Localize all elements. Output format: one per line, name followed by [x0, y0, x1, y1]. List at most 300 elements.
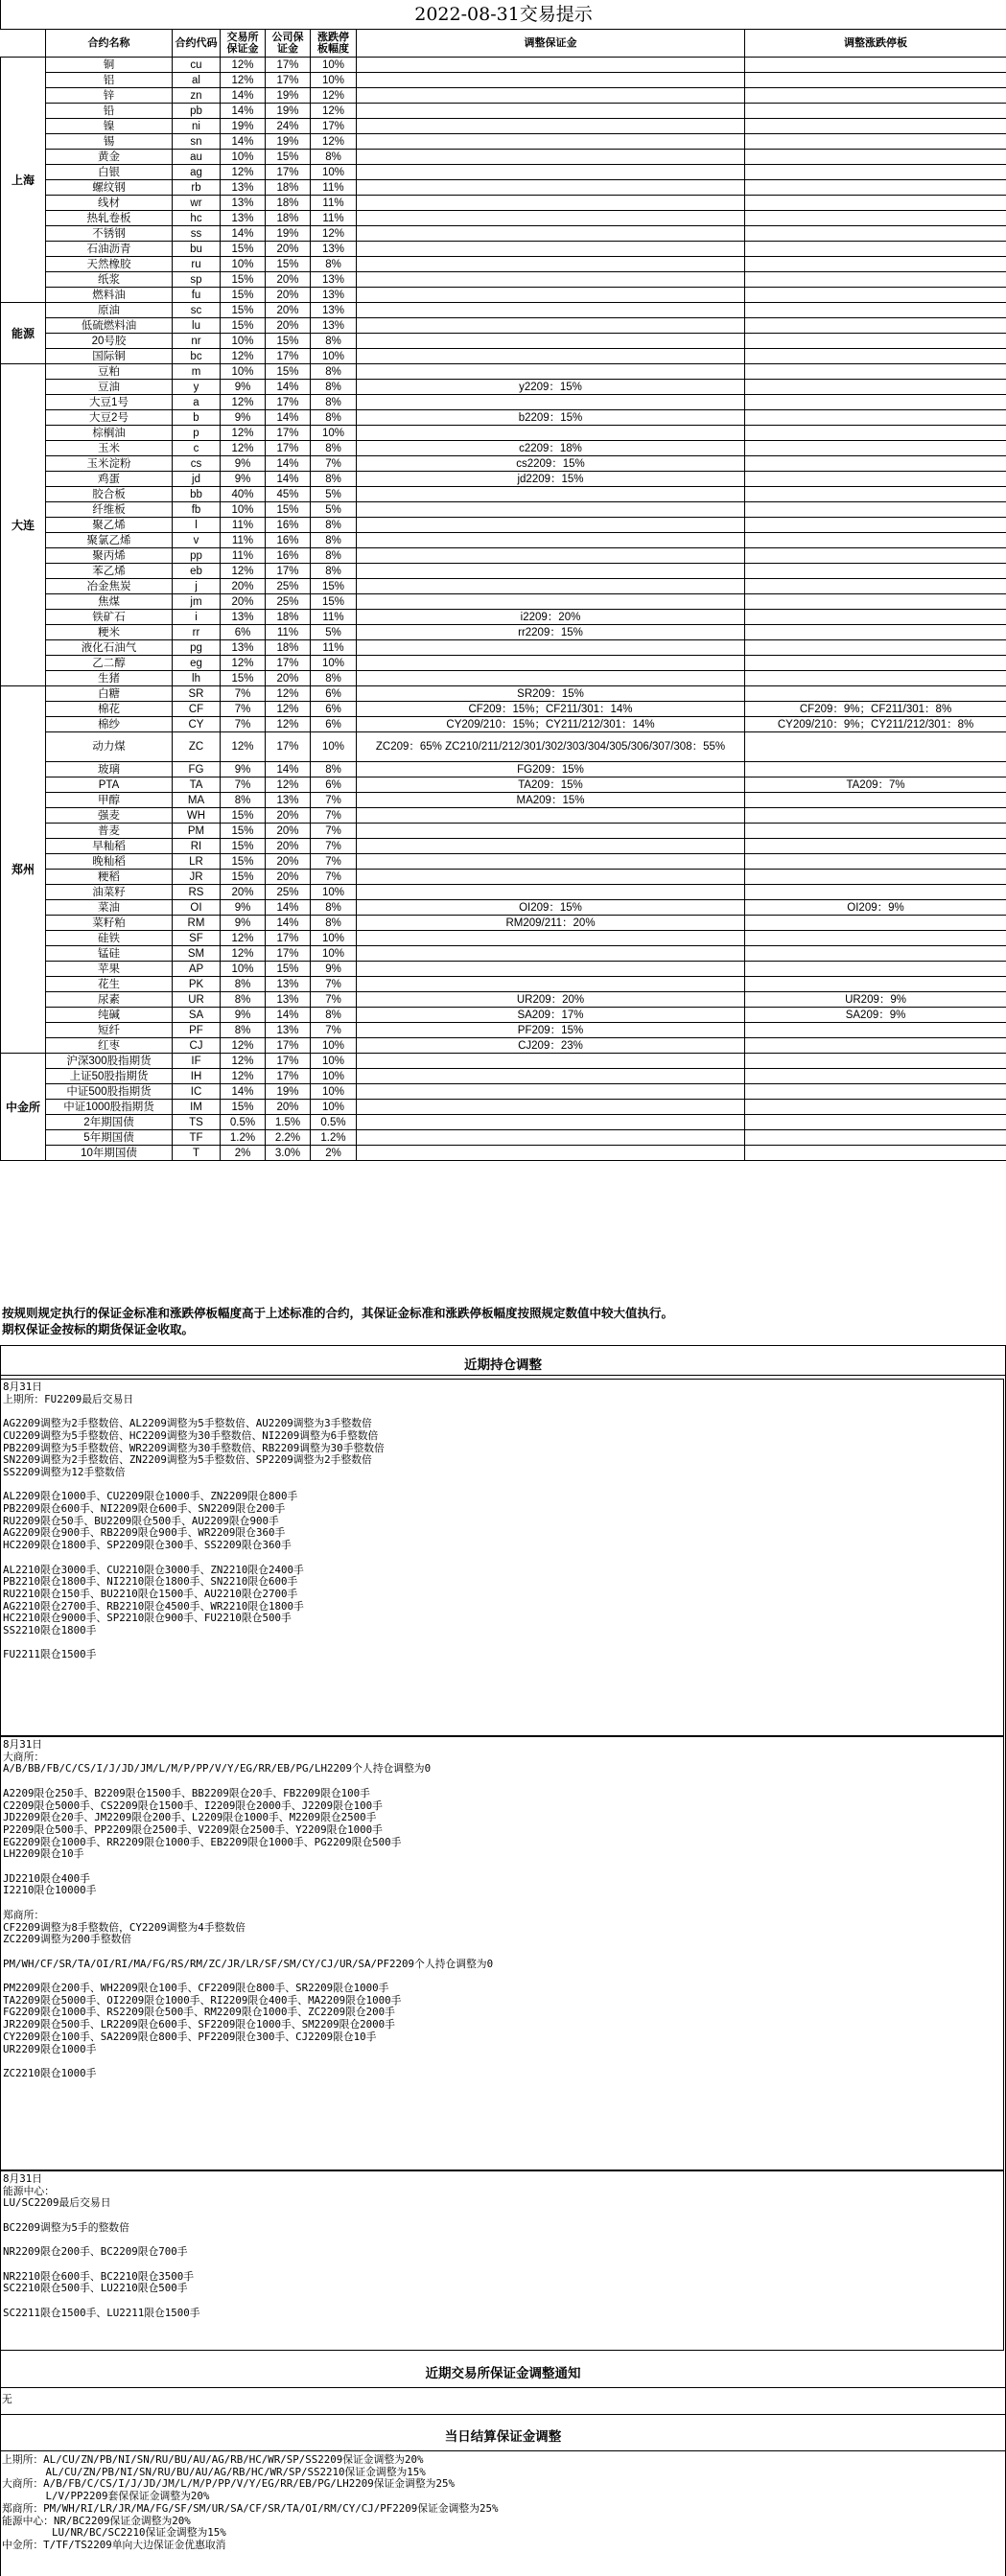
company-margin: 45%: [266, 487, 311, 502]
company-margin: 20%: [266, 288, 311, 303]
adjust-limit: [745, 242, 1006, 257]
table-row: [1, 303, 1006, 318]
contract-code: FG: [173, 762, 221, 777]
adjust-margin: i2209：20%: [357, 610, 745, 625]
company-margin: 24%: [266, 119, 311, 134]
limit-range: 6%: [311, 686, 357, 702]
exchange-margin: 11%: [221, 533, 266, 548]
adjust-limit: [745, 931, 1006, 946]
table-row: [1, 610, 1006, 625]
adjust-limit: [745, 472, 1006, 487]
limit-range: 8%: [311, 410, 357, 426]
adjust-margin: CJ209：23%: [357, 1038, 745, 1054]
contract-name: 豆粕: [46, 364, 173, 380]
table-row: [1, 472, 1006, 487]
contract-code: b: [173, 410, 221, 426]
adjust-limit: [745, 564, 1006, 579]
adjust-margin: [357, 870, 745, 885]
adjust-limit: [745, 257, 1006, 272]
limit-range: 8%: [311, 548, 357, 564]
contract-name: 中证500股指期货: [46, 1084, 173, 1100]
adjust-limit: [745, 288, 1006, 303]
table-row: [1, 1054, 1006, 1069]
adjust-limit: [745, 150, 1006, 165]
limit-range: 10%: [311, 885, 357, 900]
contract-name: 螺纹钢: [46, 180, 173, 196]
exchange-margin: 8%: [221, 977, 266, 992]
adjust-margin: [357, 88, 745, 104]
contract-code: lu: [173, 318, 221, 334]
limit-range: 8%: [311, 334, 357, 349]
contract-code: TS: [173, 1115, 221, 1130]
exchange-margin: 10%: [221, 364, 266, 380]
contract-code: SM: [173, 946, 221, 962]
company-margin: 20%: [266, 824, 311, 839]
exchange-label: 能源: [1, 303, 46, 364]
adjust-limit: [745, 196, 1006, 211]
exchange-margin: 15%: [221, 318, 266, 334]
table-row: [1, 502, 1006, 518]
contract-name: 豆油: [46, 380, 173, 395]
adjust-margin: [357, 579, 745, 594]
adjust-limit: [745, 318, 1006, 334]
contract-name: 上证50股指期货: [46, 1069, 173, 1084]
contract-name: 燃料油: [46, 288, 173, 303]
header-company-margin: 公司保证金: [266, 30, 311, 58]
position-block-shfe: 8月31日 上期所：FU2209最后交易日 AG2209调整为2手整数倍、AL2209调整为5手整数倍、AU2209调整为3手整数倍 CU2209调整为5手整数倍、HC2209调整为30手整数倍、NI2209调整为6手整数倍 PB2209调整为5手整数倍、WR2209调整为30手整数倍、RB2209调整为30手整数倍 SN2209调整为2手整数倍、ZN2209调整为5手整数倍、SP2209调整为2手整数倍 SS2209调整为12手整数倍 AL2209限仓1000手、CU2209限仓1000手、ZN2209限仓800手 PB2209限仓600手、NI2209限仓600手、SN2209限仓200手 RU2209限仓50手、BU2209限仓500手、AU2209限仓900手 AG2209限仓900手、RB2209限仓900手、WR2209限仓360手 HC2209限仓1800手、SP2209限仓300手、SS2209限仓360手 AL2210限仓3000手、CU2210限仓3000手、ZN2210限仓2400手 PB2210限仓1800手、NI2210限仓1800手、SN2210限仓600手 RU2210限仓150手、BU2210限仓1500手、AU2210限仓2700手 AG2210限仓2700手、RB2210限仓4500手、WR2210限仓1800手 HC2210限仓9000手、SP2210限仓900手、FU2210限仓500手 SS2210限仓1800手 FU2211限仓1500手: [0, 1379, 1004, 1736]
contract-code: CJ: [173, 1038, 221, 1054]
exchange-margin: 14%: [221, 1084, 266, 1100]
table-row: [1, 656, 1006, 671]
position-adjust-heading: 近期持仓调整: [464, 1358, 542, 1372]
exchange-margin: 7%: [221, 717, 266, 732]
adjust-margin: PF209：15%: [357, 1023, 745, 1038]
company-margin: 17%: [266, 946, 311, 962]
adjust-limit: OI209：9%: [745, 900, 1006, 916]
adjust-limit: [745, 594, 1006, 610]
table-row: [1, 824, 1006, 839]
adjust-margin: [357, 1069, 745, 1084]
exchange-margin: 20%: [221, 594, 266, 610]
table-row: [1, 165, 1006, 180]
company-margin: 20%: [266, 870, 311, 885]
contract-name: 玻璃: [46, 762, 173, 777]
limit-range: 10%: [311, 1038, 357, 1054]
adjust-limit: [745, 1038, 1006, 1054]
exchange-margin: 8%: [221, 793, 266, 808]
exchange-margin: 13%: [221, 610, 266, 625]
exchange-margin: 12%: [221, 395, 266, 410]
adjust-margin: [357, 272, 745, 288]
limit-range: 10%: [311, 426, 357, 441]
adjust-limit: [745, 686, 1006, 702]
adjust-margin: UR209：20%: [357, 992, 745, 1008]
adjust-margin: [357, 854, 745, 870]
exchange-margin: 12%: [221, 656, 266, 671]
contract-name: 乙二醇: [46, 656, 173, 671]
adjust-limit: [745, 104, 1006, 119]
contract-name: 生猪: [46, 671, 173, 686]
contract-code: hc: [173, 211, 221, 226]
contract-name: 早籼稻: [46, 839, 173, 854]
adjust-margin: c2209：18%: [357, 441, 745, 456]
contract-code: WH: [173, 808, 221, 824]
table-row: [1, 702, 1006, 717]
adjust-limit: [745, 671, 1006, 686]
limit-range: 10%: [311, 1054, 357, 1069]
contract-code: PF: [173, 1023, 221, 1038]
table-row: [1, 1115, 1006, 1130]
limit-range: 11%: [311, 610, 357, 625]
adjust-margin: CY209/210：15%；CY211/212/301：14%: [357, 717, 745, 732]
exchange-margin: 15%: [221, 870, 266, 885]
exchange-margin: 2%: [221, 1146, 266, 1161]
adjust-margin: [357, 426, 745, 441]
contract-name: 晚籼稻: [46, 854, 173, 870]
adjust-limit: [745, 395, 1006, 410]
company-margin: 25%: [266, 594, 311, 610]
contract-code: sc: [173, 303, 221, 318]
limit-range: 6%: [311, 777, 357, 793]
exchange-margin: 7%: [221, 777, 266, 793]
adjust-margin: [357, 104, 745, 119]
table-row: [1, 854, 1006, 870]
company-margin: 25%: [266, 885, 311, 900]
adjust-margin: [357, 640, 745, 656]
contract-code: RS: [173, 885, 221, 900]
table-row: [1, 946, 1006, 962]
contract-name: 纤维板: [46, 502, 173, 518]
limit-range: 10%: [311, 732, 357, 762]
limit-range: 11%: [311, 640, 357, 656]
adjust-margin: [357, 885, 745, 900]
adjust-limit: [745, 226, 1006, 242]
limit-range: 7%: [311, 1023, 357, 1038]
adjust-margin: [357, 487, 745, 502]
table-row: [1, 931, 1006, 946]
contract-name: 焦煤: [46, 594, 173, 610]
exchange-label: 上海: [1, 58, 46, 303]
contract-code: LR: [173, 854, 221, 870]
table-row: [1, 1100, 1006, 1115]
limit-range: 8%: [311, 916, 357, 931]
contract-code: ag: [173, 165, 221, 180]
contract-name: 铁矿石: [46, 610, 173, 625]
contract-name: 液化石油气: [46, 640, 173, 656]
adjust-margin: [357, 211, 745, 226]
table-row: [1, 226, 1006, 242]
exchange-margin: 9%: [221, 900, 266, 916]
contract-name: 纯碱: [46, 1008, 173, 1023]
adjust-margin: [357, 1054, 745, 1069]
limit-range: 12%: [311, 104, 357, 119]
table-row: [1, 1023, 1006, 1038]
contract-code: lh: [173, 671, 221, 686]
adjust-margin: [357, 502, 745, 518]
contract-name: 粳米: [46, 625, 173, 640]
table-row: [1, 272, 1006, 288]
adjust-margin: [357, 73, 745, 88]
contract-code: bu: [173, 242, 221, 257]
company-margin: 14%: [266, 380, 311, 395]
contract-code: IM: [173, 1100, 221, 1115]
exchange-margin: 19%: [221, 119, 266, 134]
adjust-limit: [745, 1023, 1006, 1038]
adjust-limit: [745, 1130, 1006, 1146]
exchange-margin: 10%: [221, 502, 266, 518]
table-row: [1, 119, 1006, 134]
adjust-margin: [357, 1100, 745, 1115]
exchange-margin: 15%: [221, 272, 266, 288]
exchange-margin: 12%: [221, 441, 266, 456]
company-margin: 17%: [266, 349, 311, 364]
limit-range: 8%: [311, 518, 357, 533]
contract-code: ss: [173, 226, 221, 242]
adjust-margin: ZC209：65% ZC210/211/212/301/302/303/304/305/306/307/308：55%: [357, 732, 745, 762]
contract-code: IH: [173, 1069, 221, 1084]
limit-range: 8%: [311, 150, 357, 165]
contract-code: pg: [173, 640, 221, 656]
limit-range: 7%: [311, 456, 357, 472]
contract-name: 线材: [46, 196, 173, 211]
adjust-limit: [745, 1069, 1006, 1084]
adjust-margin: [357, 594, 745, 610]
contract-code: c: [173, 441, 221, 456]
contract-code: cu: [173, 58, 221, 73]
limit-range: 13%: [311, 272, 357, 288]
limit-range: 10%: [311, 58, 357, 73]
limit-range: 8%: [311, 257, 357, 272]
table-row: [1, 288, 1006, 303]
contract-name: 强麦: [46, 808, 173, 824]
contract-name: 大豆1号: [46, 395, 173, 410]
company-margin: 12%: [266, 717, 311, 732]
contract-name: 纸浆: [46, 272, 173, 288]
contract-name: 热轧卷板: [46, 211, 173, 226]
header-exchange-margin: 交易所保证金: [221, 30, 266, 58]
limit-range: 8%: [311, 380, 357, 395]
contract-code: fu: [173, 288, 221, 303]
contract-name: 铅: [46, 104, 173, 119]
adjust-limit: [745, 548, 1006, 564]
contract-name: 10年期国债: [46, 1146, 173, 1161]
company-margin: 17%: [266, 426, 311, 441]
exchange-margin: 12%: [221, 931, 266, 946]
adjust-limit: [745, 441, 1006, 456]
contract-name: 菜油: [46, 900, 173, 916]
limit-range: 11%: [311, 211, 357, 226]
contract-code: CF: [173, 702, 221, 717]
company-margin: 17%: [266, 1054, 311, 1069]
table-row: [1, 134, 1006, 150]
table-row: [1, 732, 1006, 762]
table-row: [1, 1038, 1006, 1054]
limit-range: 7%: [311, 992, 357, 1008]
exchange-margin: 14%: [221, 134, 266, 150]
contract-code: sp: [173, 272, 221, 288]
table-row: [1, 625, 1006, 640]
position-block-dce-czce: 8月31日 大商所： A/B/BB/FB/C/CS/I/J/JD/JM/L/M/P/PP/V/Y/EG/RR/EB/PG/LH2209个人持仓调整为0 A2209限仓250手、B2209限仓1500手、BB2209限仓20手、FB2209限仓100手 C2209限仓5000手、CS2209限仓1500手、I2209限仓2000手、J2209限仓100手 JD2209限仓20手、JM2209限仓200手、L2209限仓1000手、M2209限仓2500手 P2209限仓500手、PP2209限仓2500手、V2209限仓2500手、Y2209限仓1000手 EG2209限仓1000手、RR2209限仓1000手、EB2209限仓1000手、PG2209限仓500手 LH2209限仓10手 JD2210限仓400手 I2210限仓10000手 郑商所： CF2209调整为8手整数倍，CY2209调整为4手整数倍 ZC2209调整为200手整数倍 PM/WH/CF/SR/TA/OI/RI/MA/FG/RS/RM/ZC/JR/LR/SF/SM/CY/CJ/UR/SA/PF2209个人持仓调整为0 PM2209限仓200手、WH2209限仓100手、CF2209限仓800手、SR2209限仓1000手 TA2209限仓5000手、OI2209限仓1000手、RI2209限仓400手、MA2209限仓1000手 FG2209限仓1000手、RS2209限仓500手、RM2209限仓1000手、ZC2209限仓200手 JR2209限仓500手、LR2209限仓600手、SF2209限仓1000手、SM2209限仓2000手 CY2209限仓100手、SA2209限仓800手、PF2209限仓300手、CJ2209限仓10手 UR2209限仓1000手 ZC2210限仓1000手: [0, 1736, 1004, 2170]
table-row: [1, 1146, 1006, 1161]
company-margin: 25%: [266, 579, 311, 594]
contract-name: 黄金: [46, 150, 173, 165]
adjust-limit: CF209：9%；CF211/301：8%: [745, 702, 1006, 717]
company-margin: 14%: [266, 410, 311, 426]
company-margin: 17%: [266, 1038, 311, 1054]
contract-name: 粳稻: [46, 870, 173, 885]
table-row: [1, 257, 1006, 272]
company-margin: 20%: [266, 318, 311, 334]
contract-name: 国际铜: [46, 349, 173, 364]
company-margin: 14%: [266, 916, 311, 931]
exchange-margin: 15%: [221, 242, 266, 257]
contract-code: SF: [173, 931, 221, 946]
contract-code: SA: [173, 1008, 221, 1023]
margin-notice-heading: 近期交易所保证金调整通知: [425, 2366, 581, 2380]
company-margin: 15%: [266, 502, 311, 518]
adjust-margin: [357, 1130, 745, 1146]
limit-range: 12%: [311, 88, 357, 104]
limit-range: 10%: [311, 165, 357, 180]
adjust-limit: [745, 732, 1006, 762]
limit-range: 10%: [311, 349, 357, 364]
adjust-margin: [357, 58, 745, 73]
table-row: [1, 364, 1006, 380]
adjust-limit: SA209：9%: [745, 1008, 1006, 1023]
company-margin: 20%: [266, 854, 311, 870]
adjust-margin: [357, 671, 745, 686]
notes: [0, 1306, 1006, 1338]
exchange-margin: 12%: [221, 426, 266, 441]
adjust-limit: [745, 134, 1006, 150]
company-margin: 20%: [266, 303, 311, 318]
adjust-margin: [357, 977, 745, 992]
contract-code: TF: [173, 1130, 221, 1146]
company-margin: 17%: [266, 73, 311, 88]
exchange-margin: 10%: [221, 257, 266, 272]
company-margin: 14%: [266, 900, 311, 916]
contract-code: sn: [173, 134, 221, 150]
contract-code: RM: [173, 916, 221, 931]
adjust-limit: [745, 1146, 1006, 1161]
contract-name: 红枣: [46, 1038, 173, 1054]
exchange-margin: 11%: [221, 518, 266, 533]
adjust-margin: b2209：15%: [357, 410, 745, 426]
contract-name: 沪深300股指期货: [46, 1054, 173, 1069]
company-margin: 15%: [266, 257, 311, 272]
adjust-margin: y2209：15%: [357, 380, 745, 395]
contract-code: wr: [173, 196, 221, 211]
adjust-margin: OI209：15%: [357, 900, 745, 916]
adjust-limit: [745, 533, 1006, 548]
contract-name: 棕榈油: [46, 426, 173, 441]
adjust-margin: [357, 334, 745, 349]
contract-name: 聚氯乙烯: [46, 533, 173, 548]
company-margin: 2.2%: [266, 1130, 311, 1146]
adjust-limit: [745, 808, 1006, 824]
adjust-margin: [357, 564, 745, 579]
contract-name: 油菜籽: [46, 885, 173, 900]
company-margin: 18%: [266, 180, 311, 196]
limit-range: 13%: [311, 318, 357, 334]
exchange-margin: 20%: [221, 885, 266, 900]
adjust-limit: TA209：7%: [745, 777, 1006, 793]
adjust-margin: CF209：15%；CF211/301：14%: [357, 702, 745, 717]
company-margin: 20%: [266, 1100, 311, 1115]
contract-name: 白银: [46, 165, 173, 180]
limit-range: 10%: [311, 1069, 357, 1084]
contract-code: JR: [173, 870, 221, 885]
contract-name: 镍: [46, 119, 173, 134]
table-row: [1, 686, 1006, 702]
contract-name: 尿素: [46, 992, 173, 1008]
adjust-limit: [745, 58, 1006, 73]
table-row: [1, 594, 1006, 610]
limit-range: 10%: [311, 73, 357, 88]
adjust-margin: [357, 931, 745, 946]
company-margin: 17%: [266, 656, 311, 671]
table-row: [1, 395, 1006, 410]
contract-code: pb: [173, 104, 221, 119]
exchange-margin: 15%: [221, 288, 266, 303]
adjust-margin: [357, 134, 745, 150]
limit-range: 10%: [311, 946, 357, 962]
company-margin: 15%: [266, 150, 311, 165]
contract-name: 石油沥青: [46, 242, 173, 257]
adjust-limit: [745, 410, 1006, 426]
adjust-limit: [745, 762, 1006, 777]
contract-code: jd: [173, 472, 221, 487]
company-margin: 12%: [266, 686, 311, 702]
contract-code: rb: [173, 180, 221, 196]
company-margin: 17%: [266, 441, 311, 456]
exchange-margin: 12%: [221, 165, 266, 180]
contract-code: SR: [173, 686, 221, 702]
contract-name: 锌: [46, 88, 173, 104]
contract-code: fb: [173, 502, 221, 518]
contract-name: 2年期国债: [46, 1115, 173, 1130]
exchange-margin: 15%: [221, 303, 266, 318]
contract-code: MA: [173, 793, 221, 808]
adjust-margin: [357, 808, 745, 824]
exchange-margin: 9%: [221, 456, 266, 472]
contract-code: PM: [173, 824, 221, 839]
contract-name: 动力煤: [46, 732, 173, 762]
adjust-margin: [357, 242, 745, 257]
exchange-margin: 9%: [221, 472, 266, 487]
contract-name: 短纤: [46, 1023, 173, 1038]
limit-range: 8%: [311, 1008, 357, 1023]
contract-code: bb: [173, 487, 221, 502]
exchange-margin: 10%: [221, 962, 266, 977]
adjust-limit: [745, 487, 1006, 502]
company-margin: 18%: [266, 196, 311, 211]
contract-code: m: [173, 364, 221, 380]
contract-code: zn: [173, 88, 221, 104]
adjust-margin: rr2209：15%: [357, 625, 745, 640]
adjust-margin: [357, 1115, 745, 1130]
company-margin: 17%: [266, 732, 311, 762]
adjust-limit: [745, 793, 1006, 808]
table-row: [1, 640, 1006, 656]
contract-code: RI: [173, 839, 221, 854]
exchange-margin: 15%: [221, 854, 266, 870]
adjust-margin: [357, 180, 745, 196]
table-row: [1, 88, 1006, 104]
table-row: [1, 916, 1006, 931]
adjust-limit: [745, 73, 1006, 88]
limit-range: 7%: [311, 839, 357, 854]
